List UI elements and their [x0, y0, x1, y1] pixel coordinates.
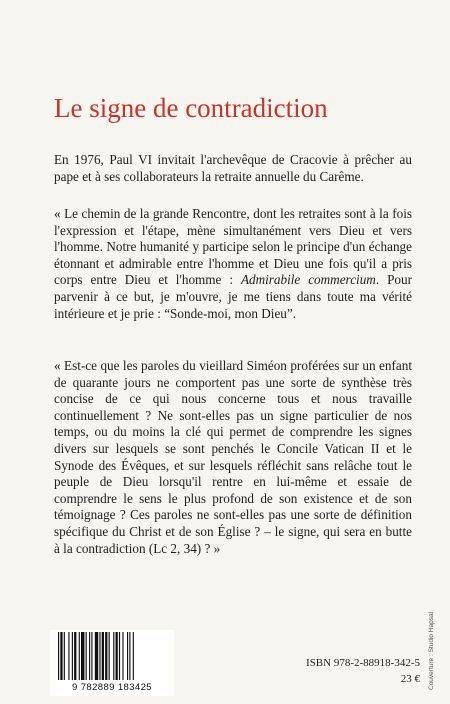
isbn: ISBN 978-2-88918-342-5	[306, 657, 420, 669]
quote-1-latin-phrase: Admirabile commercium	[240, 272, 376, 288]
barcode-bar	[91, 632, 92, 680]
barcode-bar	[102, 632, 104, 680]
barcode-bar	[72, 632, 73, 680]
barcode-bar	[74, 632, 76, 680]
barcode-bar	[86, 632, 87, 680]
barcode-bar	[116, 632, 118, 680]
barcode-bar	[127, 632, 128, 680]
barcode-bar	[58, 632, 59, 680]
barcode-bar	[133, 632, 134, 680]
barcode-bar	[129, 632, 130, 680]
quote-1-text-b: . Pour parvenir à ce but, je m'ouvre, je me tiens dans toute ma vérité intérieure et je prie : “Sonde-moi, mon Dieu”.	[54, 272, 412, 321]
quote-paragraph-2: « Est-ce que les paroles du vieillard Siméon proférées sur un enfant de quarante jours ne comportent pas une sorte de synthèse très concise de ce qui nous concerne tous et nous travaille continuellement ? Ne sont-elles pas un signe particulier de nos temps, ou du moins la clé qui permet de comprendre les signes divers sur lesquels se sont penchés le Concile Vatican II et le Synode des Évêques, et sur lesquels réfléchit sans relâche tout le peuple de Dieu lorsqu'il rentre en lui-même et essaie de comprendre le sens le plus profond de son existence et de son témoignage ? Ces paroles ne sont-elles pas une sorte de définition spécifique du Christ et de son Église ? – le signe, qui sera en butte à la contradiction (Lc 2, 34) ? »	[54, 358, 412, 556]
cover-credit: Couverture : Studio Hapsal	[428, 611, 435, 690]
barcode-bar	[60, 632, 62, 680]
barcode-bar	[81, 632, 84, 680]
barcode-bar	[89, 632, 90, 680]
barcode-bar	[122, 632, 123, 680]
barcode-bar	[95, 632, 98, 680]
barcode-bars	[58, 632, 166, 682]
barcode-bar	[109, 632, 110, 680]
book-title: Le signe de contradiction	[54, 93, 328, 123]
barcode-bar	[68, 632, 69, 680]
barcode-bar	[79, 632, 80, 680]
quote-paragraph-1	[54, 206, 412, 322]
barcode-bar	[105, 632, 107, 680]
barcode-bar	[64, 632, 65, 680]
barcode-bar	[99, 632, 100, 680]
quote-1-text-a: « Le chemin de la grande Rencontre, dont les retraites sont à la fois l'expression et l'étape, mène simultanément vers Dieu et vers l'homme. Notre humanité y participe selon le principe d'un échange étonnant et admirable entre l'homme et Dieu une fois qu'il a pris corps entre Dieu et l'homme :	[54, 206, 412, 288]
barcode-bar	[113, 632, 114, 680]
price: 23 €	[400, 673, 420, 685]
barcode	[50, 630, 174, 696]
barcode-number: 9 782889 183425	[72, 682, 152, 693]
barcode-bar	[119, 632, 120, 680]
intro-paragraph: En 1976, Paul VI invitait l'archevêque de Cracovie à prêcher au pape et à ses collaborateurs la retraite annuelle du Carême.	[54, 152, 412, 184]
